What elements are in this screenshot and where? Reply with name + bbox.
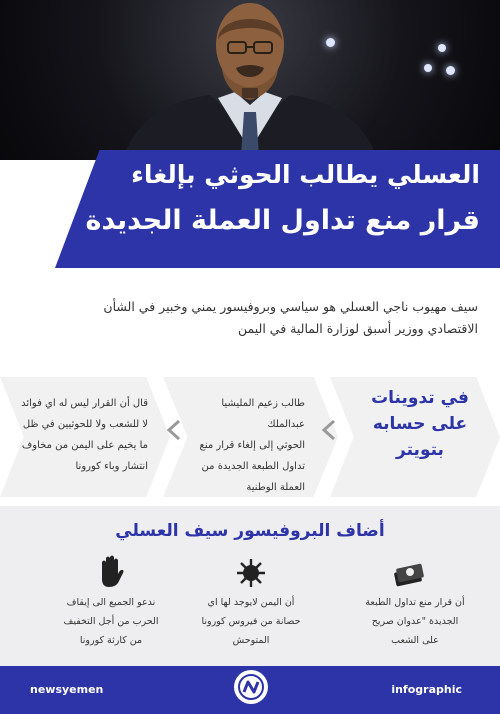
tweet-line: الحوثي إلى إلغاء قرار منع [199, 440, 305, 451]
twitter-label-line: بتويتر [396, 440, 444, 460]
footer-brand[interactable]: newsyemen [30, 683, 104, 696]
light-flare [424, 64, 432, 72]
chevron-left-icon [163, 418, 187, 442]
intro-paragraph [18, 296, 478, 340]
tweet-line: قال أن القرار ليس له اي فوائد [21, 398, 148, 409]
headline-line-2: قرار منع تداول العملة الجديدة [85, 205, 480, 236]
statement-2 [186, 593, 316, 650]
footer-category: infographic [391, 683, 462, 696]
virus-icon [234, 556, 268, 590]
statement-3 [46, 593, 176, 650]
statement-line: الجديدة "عدوان صريح [371, 616, 459, 627]
money-stack-icon [392, 556, 426, 590]
light-flare [446, 66, 455, 75]
added-statements-title: أضاف البروفيسور سيف العسلي [115, 521, 385, 541]
statement-line: الحرب من أجل التخفيف [63, 616, 159, 627]
tweet-line: ما يخيم على اليمن من مخاوف [21, 440, 148, 451]
logo-mark-icon [237, 673, 265, 701]
statement-line: على الشعب [391, 635, 439, 646]
headline-line-1: العسلي يطالب الحوثي بإلغاء [131, 160, 480, 189]
intro-line: سيف مهيوب ناجي العسلي هو سياسي وبروفيسور يمني وخبير في الشأن [103, 299, 478, 314]
tweet-line: لا للشعب ولا للحوثيين في ظل [22, 419, 148, 430]
statement-line: أن قرار منع تداول الطبعة [365, 597, 465, 608]
tweet-line: تداول الطبعة الجديدة من [201, 461, 305, 472]
twitter-label-line: في تدوينات [371, 388, 469, 408]
statement-1 [350, 593, 480, 650]
statement-line: من كارثة كورونا [79, 635, 143, 646]
chevron-left-icon [318, 418, 342, 442]
statement-line: حصانة من فيروس كورونا [201, 616, 301, 627]
light-flare [438, 44, 446, 52]
statement-line: المتوحش [232, 635, 270, 646]
twitter-label-line: على حسابه [372, 414, 468, 434]
tweet-text-2 [18, 393, 148, 477]
tweet-line: طالب زعيم المليشيا عبدالملك [221, 398, 305, 430]
site-logo[interactable] [234, 670, 268, 704]
twitter-label [370, 385, 470, 463]
tweet-text-1 [185, 393, 305, 498]
hand-icon [94, 554, 128, 588]
tweet-line: العملة الوطنية [246, 482, 305, 493]
intro-line: الاقتصادي ووزير أسبق لوزارة المالية في اليمن [238, 321, 478, 336]
speaker-portrait [100, 0, 400, 160]
tweet-line: انتشار وباء كورونا [75, 461, 148, 472]
hero-photo [0, 0, 500, 160]
statement-line: ندعو الجميع الى إيقاف [66, 597, 156, 608]
statement-line: أن اليمن لايوجد لها اي [207, 597, 295, 608]
